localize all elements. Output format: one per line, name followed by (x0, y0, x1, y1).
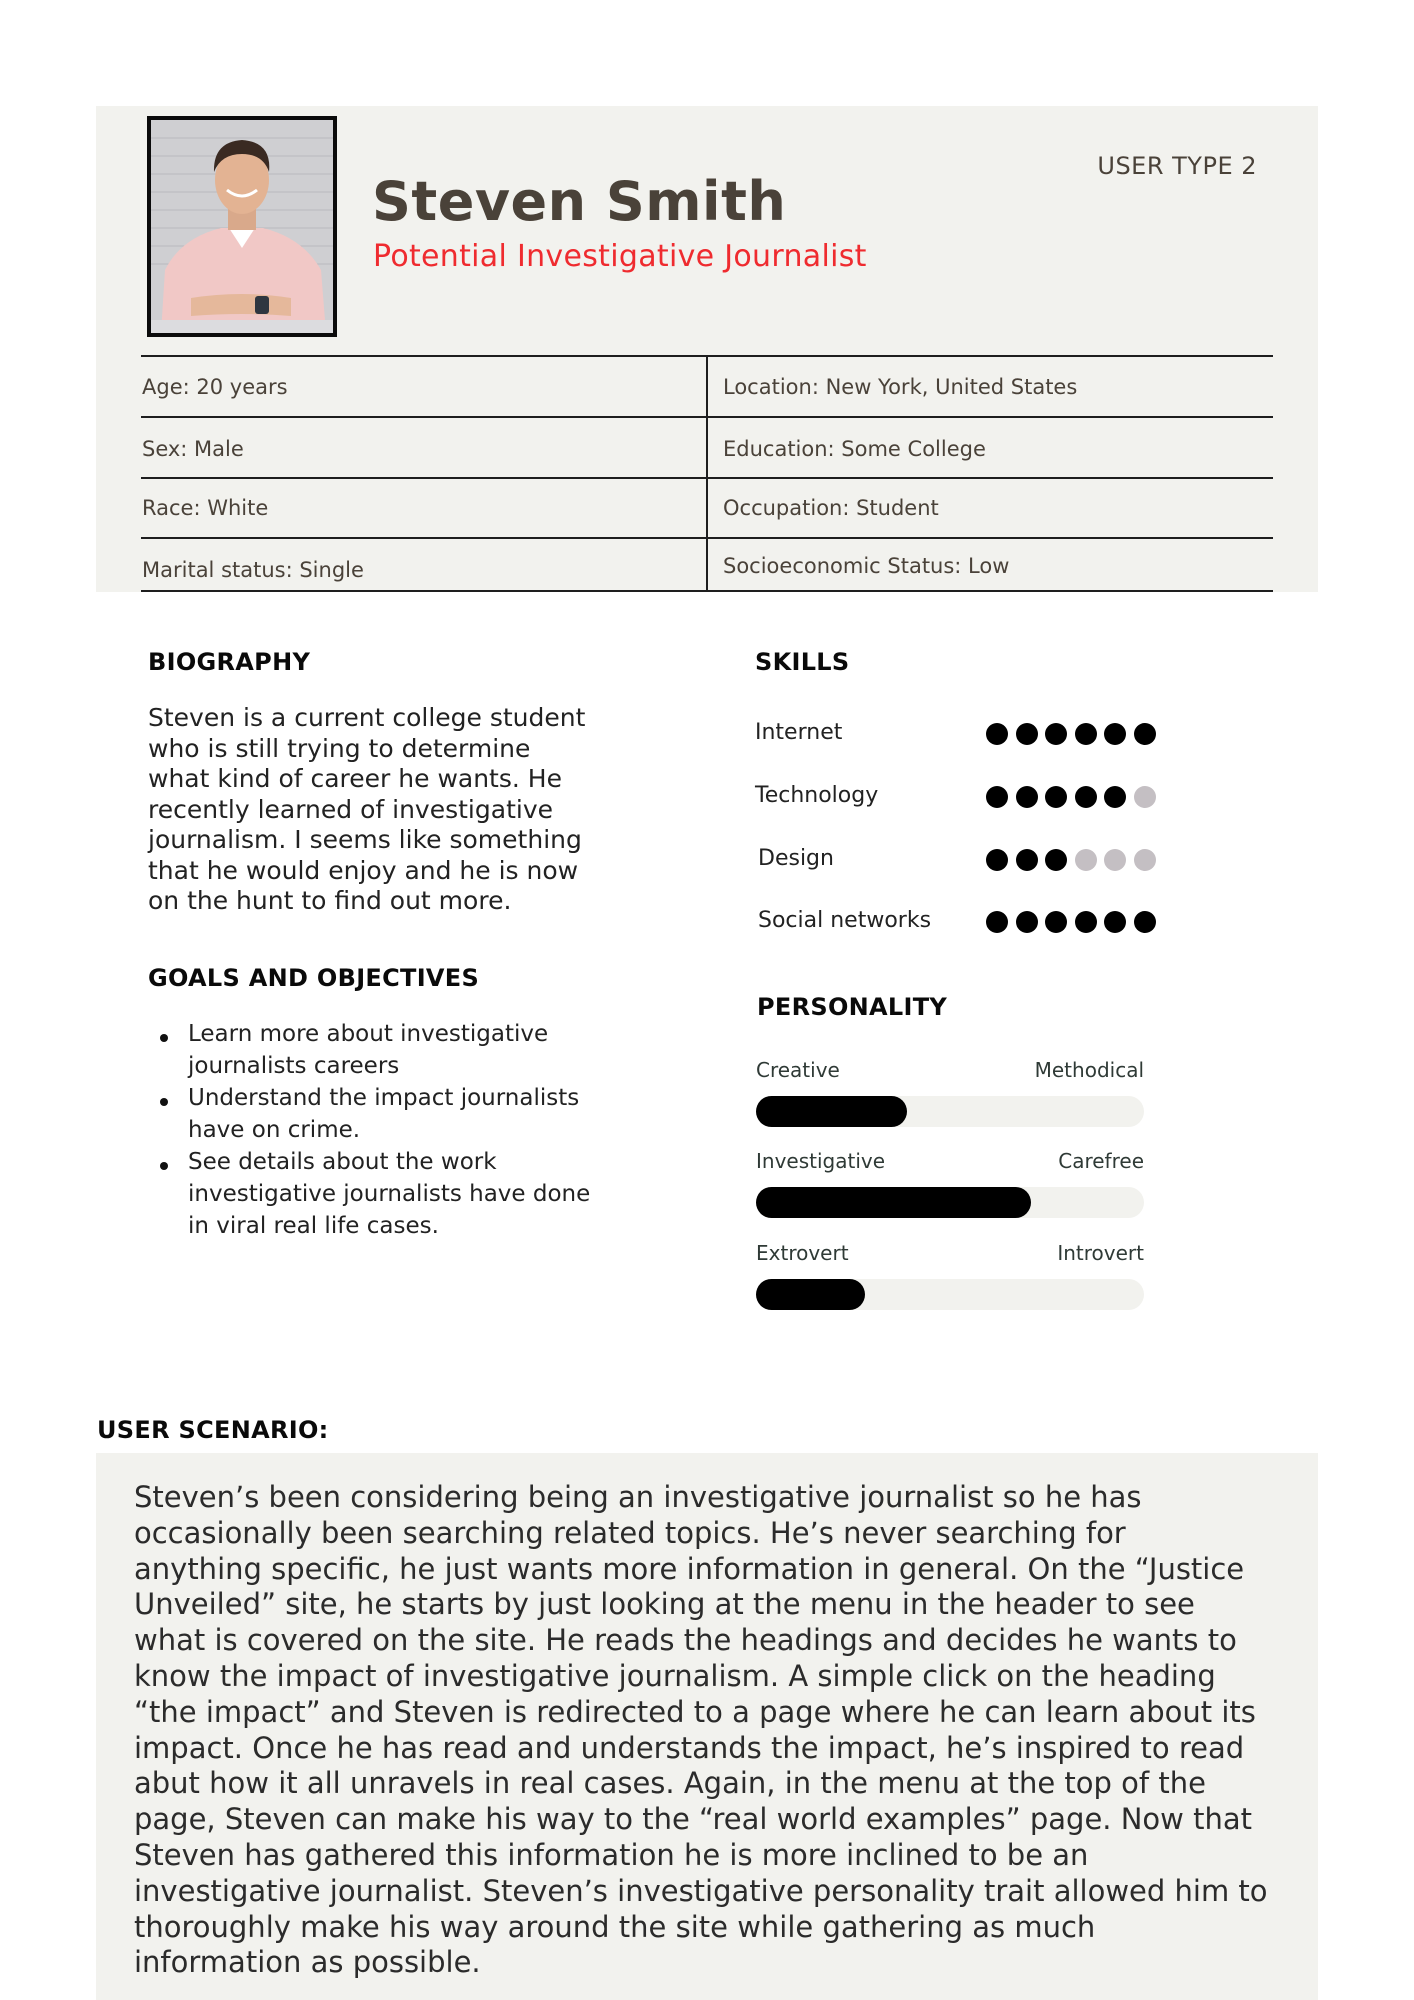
skill-dot-filled (1045, 723, 1067, 745)
skill-label: Social networks (758, 908, 932, 933)
bullet-icon (160, 1162, 168, 1170)
skill-dot-filled (986, 786, 1008, 808)
biography-line: on the hunt to find out more. (148, 886, 512, 915)
goal-item-line: Learn more about investigative (188, 1021, 549, 1047)
demographic-race: Race: White (142, 496, 269, 520)
scenario-line: Steven’s been considering being an investigative journalist so he has (134, 1480, 1142, 1514)
skill-dot-filled (1104, 786, 1126, 808)
biography-line: journalism. I seems like something (148, 825, 582, 854)
biography-heading: BIOGRAPHY (148, 648, 311, 676)
skill-dot-filled (1134, 911, 1156, 933)
trait-right-label: Carefree (1058, 1149, 1144, 1173)
goal-item-line: journalists careers (188, 1053, 400, 1079)
skill-dot-filled (1075, 723, 1097, 745)
demographic-socioeconomic: Socioeconomic Status: Low (723, 554, 1010, 578)
skill-dot-empty (1134, 849, 1156, 871)
trait-slider-fill (756, 1279, 865, 1310)
skill-dot-filled (1104, 723, 1126, 745)
skill-dot-filled (1045, 786, 1067, 808)
demographic-occupation: Occupation: Student (723, 496, 939, 520)
skill-dot-filled (1075, 911, 1097, 933)
skill-dot-filled (1075, 786, 1097, 808)
demographic-location: Location: New York, United States (723, 375, 1078, 399)
skill-dot-filled (1045, 911, 1067, 933)
scenario-line: know the impact of investigative journalism. A simple click on the heading (134, 1659, 1216, 1693)
scenario-line: impact. Once he has read and understands the impact, he’s inspired to read (134, 1730, 1245, 1765)
skill-dot-filled (986, 911, 1008, 933)
biography-line: recently learned of investigative (148, 794, 553, 824)
goal-item-line: Understand the impact journalists (188, 1085, 580, 1111)
trait-slider-fill (756, 1187, 1031, 1218)
trait-slider-track (756, 1279, 1144, 1310)
scenario-line: information as possible. (134, 1945, 481, 1980)
scenario-line: occasionally been searching related topics. He’s never searching for (134, 1515, 1126, 1550)
goal-item-line: See details about the work (188, 1149, 497, 1175)
trait-left-label: Extrovert (756, 1241, 849, 1265)
biography-line: what kind of career he wants. He (148, 764, 562, 793)
scenario-line: thoroughly make his way around the site while gathering as much (134, 1909, 1096, 1944)
trait-slider-track (756, 1096, 1144, 1127)
scenario-line: page, Steven can make his way to the “real world examples” page. Now that (134, 1802, 1253, 1837)
trait-slider-track (756, 1187, 1144, 1218)
scenario-line: Unveiled” site, he starts by just looking at the menu in the header to see (134, 1587, 1195, 1622)
personality-heading: PERSONALITY (757, 993, 948, 1021)
demographic-marital-status: Marital status: Single (142, 558, 364, 582)
trait-right-label: Introvert (1057, 1241, 1144, 1265)
skill-dot-filled (986, 849, 1008, 871)
goal-item-line: in viral real life cases. (188, 1213, 439, 1239)
goals-heading: GOALS AND OBJECTIVES (148, 964, 480, 992)
bullet-icon (160, 1098, 168, 1106)
table-divider (706, 357, 708, 591)
demographic-sex: Sex: Male (142, 437, 244, 461)
scenario-line: Steven has gathered this information he is more inclined to be an (134, 1838, 1089, 1872)
demographic-age: Age: 20 years (142, 375, 288, 399)
persona-role: Potential Investigative Journalist (373, 239, 867, 274)
skills-heading: SKILLS (755, 648, 850, 676)
skill-dot-filled (1104, 911, 1126, 933)
trait-left-label: Investigative (756, 1149, 886, 1173)
scenario-line: what is covered on the site. He reads the headings and decides he wants to (134, 1623, 1237, 1658)
skill-dot-empty (1134, 786, 1156, 808)
skill-dot-filled (1016, 849, 1038, 871)
skill-dot-filled (986, 723, 1008, 745)
goal-item-line: have on crime. (188, 1117, 361, 1143)
demographic-education: Education: Some College (723, 437, 986, 461)
bullet-icon (160, 1034, 168, 1042)
skill-dot-filled (1016, 723, 1038, 745)
scenario-line: abut how it all unravels in real cases. Again, in the menu at the top of the (134, 1766, 1206, 1801)
scenario-line: investigative journalist. Steven’s investigative personality trait allowed him to (134, 1873, 1268, 1908)
skill-dot-empty (1075, 849, 1097, 871)
skill-dot-filled (1045, 849, 1067, 871)
skill-dot-filled (1016, 911, 1038, 933)
skill-label: Internet (755, 720, 843, 745)
trait-left-label: Creative (756, 1058, 840, 1082)
trait-slider-fill (756, 1096, 907, 1127)
profile-photo (147, 116, 337, 337)
scenario-heading: USER SCENARIO: (97, 1416, 329, 1444)
scenario-line: anything specific, he just wants more information in general. On the “Justice (134, 1551, 1245, 1586)
person-portrait-image (151, 120, 333, 333)
scenario-line: “the impact” and Steven is redirected to a page where he can learn about its (134, 1694, 1256, 1729)
biography-line: Steven is a current college student (148, 703, 586, 732)
biography-line: that he would enjoy and he is now (148, 855, 579, 885)
persona-name: Steven Smith (372, 170, 787, 233)
user-type-label: USER TYPE 2 (1097, 152, 1257, 180)
skill-dot-filled (1016, 786, 1038, 808)
skill-dot-empty (1104, 849, 1126, 871)
biography-line: who is still trying to determine (148, 733, 531, 763)
trait-right-label: Methodical (1034, 1058, 1144, 1082)
goal-item-line: investigative journalists have done (188, 1181, 591, 1207)
skill-label: Technology (755, 783, 879, 808)
skill-label: Design (758, 846, 834, 871)
skill-dot-filled (1134, 723, 1156, 745)
